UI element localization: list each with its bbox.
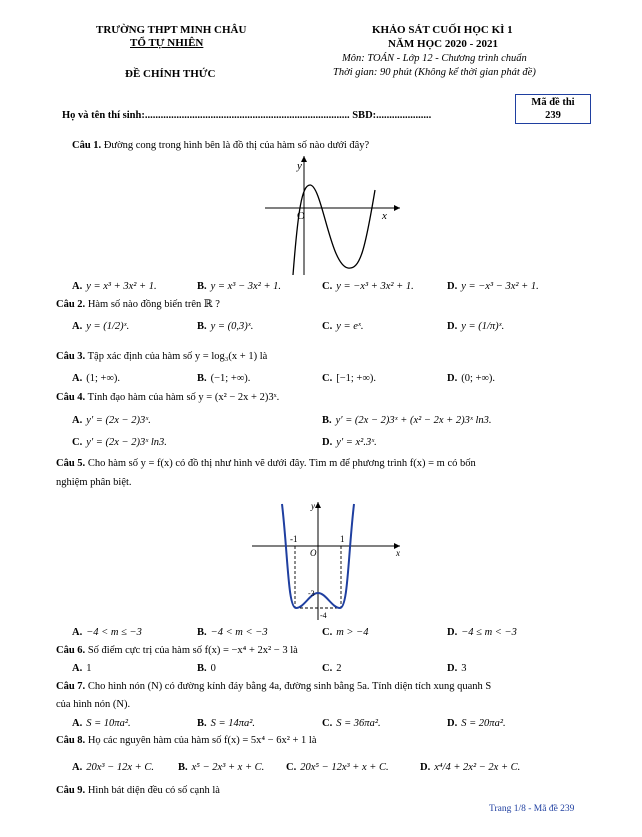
school-year: NĂM HỌC 2020 - 2021 xyxy=(388,38,498,50)
page-footer: Trang 1/8 - Mã đề 239 xyxy=(489,804,575,814)
question-label: Câu 1. xyxy=(72,140,102,151)
question-2: Câu 2. Hàm số nào đồng biến trên ℝ ? xyxy=(56,299,220,310)
graph-1-curve xyxy=(293,185,375,275)
student-info-line: Họ và tên thí sinh:.............................................................................. SBD:..................... xyxy=(62,110,432,121)
option-c[interactable]: C. m > −4 xyxy=(322,627,369,638)
graph-2-y-label: y xyxy=(311,501,315,511)
option-d[interactable]: D. (0; +∞). xyxy=(447,373,496,384)
graph-2-origin-label: O xyxy=(310,548,317,558)
option-c[interactable]: C. [−1; +∞). xyxy=(322,373,376,384)
question-5: Câu 5. Cho hàm số y = f(x) có đồ thị như hình vẽ dưới đây. Tìm m để phương trình f(x) = m có bốn xyxy=(56,458,476,469)
option-b[interactable]: B. y = x³ − 3x² + 1. xyxy=(197,281,282,292)
option-d[interactable]: D. S = 20πa². xyxy=(447,718,506,729)
option-a[interactable]: A. 20x³ − 12x + C. xyxy=(72,762,154,773)
question-5-continued: nghiệm phân biệt. xyxy=(56,477,132,488)
graph-1-cubic xyxy=(260,150,405,280)
option-b[interactable]: B. y = (0,3)ˣ. xyxy=(197,321,254,332)
option-c[interactable]: C. 20x⁵ − 12x³ + x + C. xyxy=(286,762,389,773)
exam-title: KHẢO SÁT CUỐI HỌC KÌ 1 xyxy=(372,24,513,36)
graph-1-y-arrow xyxy=(301,156,307,162)
option-d[interactable]: D. y = (1/π)ˣ. xyxy=(447,321,505,332)
question-3: Câu 3. Tập xác định của hàm số y = log₃(x + 1) là xyxy=(56,351,268,362)
option-d[interactable]: D. 3 xyxy=(447,663,467,674)
option-a[interactable]: A. y = (1/2)ˣ. xyxy=(72,321,130,332)
option-c[interactable]: C. y′ = (2x − 2)3ˣ ln3. xyxy=(72,437,167,448)
option-d[interactable]: D. x⁴/4 + 2x² − 2x + C. xyxy=(420,762,521,773)
graph-2-tick-neg1: -1 xyxy=(290,534,298,544)
graph-1-origin-label: O xyxy=(297,210,305,222)
option-b[interactable]: B. y′ = (2x − 2)3ˣ + (x² − 2x + 2)3ˣ ln3. xyxy=(322,415,492,426)
option-b[interactable]: B. S = 14πa². xyxy=(197,718,256,729)
question-7-continued: của hình nón (N). xyxy=(56,699,131,710)
option-b[interactable]: B. x⁵ − 2x³ + x + C. xyxy=(178,762,265,773)
option-a[interactable]: A. 1 xyxy=(72,663,92,674)
question-4: Câu 4. Tính đạo hàm của hàm số y = (x² − 2x + 2)3ˣ. xyxy=(56,392,280,403)
option-a[interactable]: A. S = 10πa². xyxy=(72,718,131,729)
graph-1-x-arrow xyxy=(394,205,400,211)
option-b[interactable]: B. −4 < m < −3 xyxy=(197,627,268,638)
option-c[interactable]: C. y = −x³ + 3x² + 1. xyxy=(322,281,414,292)
option-a[interactable]: A. y = x³ + 3x² + 1. xyxy=(72,281,157,292)
graph-1-x-label: x xyxy=(382,210,387,222)
question-8: Câu 8. Họ các nguyên hàm của hàm số f(x) = 5x⁴ − 6x² + 1 là xyxy=(56,735,317,746)
option-c[interactable]: C. S = 36πa². xyxy=(322,718,381,729)
graph-1-y-label: y xyxy=(297,160,302,172)
option-a[interactable]: A. −4 < m ≤ −3 xyxy=(72,627,142,638)
question-9: Câu 9. Hình bát diện đều có số cạnh là xyxy=(56,785,220,796)
subject-line: Môn: TOÁN - Lớp 12 - Chương trình chuẩn xyxy=(342,53,527,64)
question-text: Đường cong trong hình bên là đồ thị của hàm số nào dưới đây? xyxy=(103,140,370,151)
option-d[interactable]: D. y′ = x².3ˣ. xyxy=(322,437,377,448)
exam-code-label: Mã đề thi xyxy=(531,97,575,108)
question-6: Câu 6. Số điểm cực trị của hàm số f(x) = −x⁴ + 2x² − 3 là xyxy=(56,645,298,656)
question-7: Câu 7. Cho hình nón (N) có đường kính đáy bằng 4a, đường sinh bằng 5a. Tính diện tích xung quanh S xyxy=(56,681,492,692)
option-a[interactable]: A. y′ = (2x − 2)3ˣ. xyxy=(72,415,151,426)
option-b[interactable]: B. (−1; +∞). xyxy=(197,373,251,384)
school-name: TRƯỜNG THPT MINH CHÂU xyxy=(96,24,247,36)
option-b[interactable]: B. 0 xyxy=(197,663,216,674)
graph-2-quartic xyxy=(248,496,408,624)
exam-code-box xyxy=(515,94,591,124)
option-c[interactable]: C. y = eˣ. xyxy=(322,321,364,332)
option-d[interactable]: D. y = −x³ − 3x² + 1. xyxy=(447,281,539,292)
option-c[interactable]: C. 2 xyxy=(322,663,342,674)
official-label: ĐỀ CHÍNH THỨC xyxy=(125,68,216,80)
exam-code-value: 239 xyxy=(545,110,561,121)
graph-2-x-label: x xyxy=(396,548,400,558)
option-d[interactable]: D. −4 ≤ m < −3 xyxy=(447,627,517,638)
department-name: TỔ TỰ NHIÊN xyxy=(130,37,204,49)
graph-2-tick-neg4: -4 xyxy=(320,611,327,620)
graph-2-tick-neg3: -3 xyxy=(308,589,315,598)
time-line: Thời gian: 90 phút (Không kể thời gian phát đề) xyxy=(333,67,536,78)
graph-2-tick-1: 1 xyxy=(340,534,345,544)
option-a[interactable]: A. (1; +∞). xyxy=(72,373,121,384)
